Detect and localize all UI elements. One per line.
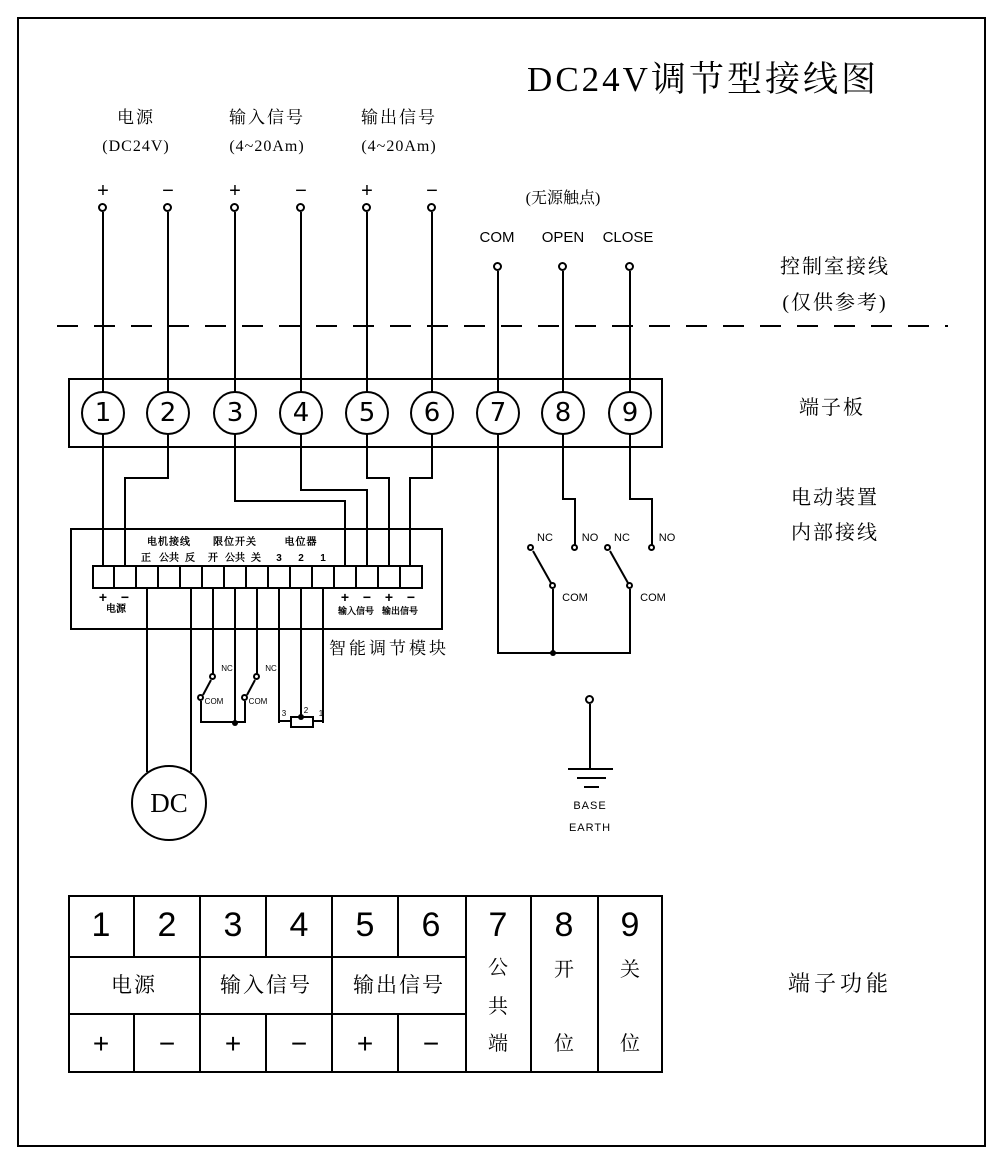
board-terminal-9: 9 xyxy=(608,391,652,435)
ground-terminal xyxy=(585,695,594,704)
table-common-char-3: 端 xyxy=(488,1033,508,1055)
table-grid-line xyxy=(68,1013,466,1015)
limit-group-label: 限位开关 xyxy=(213,537,257,548)
wire xyxy=(300,489,368,491)
table-output-group: 输出信号 xyxy=(353,973,445,997)
input-group-range: (4~20Am) xyxy=(229,138,305,155)
board-terminal-4: 4 xyxy=(279,391,323,435)
input-group-label: 输入信号 xyxy=(229,108,305,127)
strip-divider xyxy=(355,565,357,589)
table-close-char-2: 位 xyxy=(620,1033,640,1055)
table-minus: − xyxy=(158,1028,176,1059)
polarity-minus: − xyxy=(295,180,307,202)
output-minus-terminal xyxy=(427,203,436,212)
table-power-group: 电源 xyxy=(111,973,157,997)
table-grid-line xyxy=(331,895,333,1073)
power-plus-terminal xyxy=(98,203,107,212)
board-terminal-3: 3 xyxy=(213,391,257,435)
switch-a-no-label: NO xyxy=(581,532,599,544)
wire xyxy=(366,477,390,479)
switch-a-com-contact xyxy=(549,582,556,589)
board-terminal-7: 7 xyxy=(476,391,520,435)
switch-b-com-label: COM xyxy=(640,592,666,604)
table-number-8: 8 xyxy=(554,906,574,944)
strip-divider xyxy=(157,565,159,589)
module-input-label: 输入信号 xyxy=(337,606,375,616)
junction-dot xyxy=(232,720,238,726)
wire xyxy=(629,589,631,654)
pot-pin-1: 1 xyxy=(318,709,324,718)
table-grid-line xyxy=(530,895,532,1073)
table-common-char-1: 公 xyxy=(488,957,508,979)
polarity-minus: − xyxy=(162,180,174,202)
close-terminal xyxy=(625,262,634,271)
table-open-char-1: 开 xyxy=(554,959,574,981)
table-input-group: 输入信号 xyxy=(220,973,312,997)
table-grid-line xyxy=(465,895,467,1073)
power-group-range: (DC24V) xyxy=(102,138,170,155)
wire xyxy=(234,212,236,502)
strip-divider xyxy=(311,565,313,589)
ground-bar-3 xyxy=(584,786,599,788)
junction-dot xyxy=(550,650,556,656)
pin-label: 2 xyxy=(298,553,304,564)
ground-label-base: BASE xyxy=(573,800,607,812)
table-number-6: 6 xyxy=(421,906,441,944)
switch-a-nc-label: NC xyxy=(537,532,553,544)
module-output-label: 输出信号 xyxy=(381,606,419,616)
table-open-char-2: 位 xyxy=(554,1033,574,1055)
terminal-board-note: 端子板 xyxy=(799,397,865,419)
table-number-2: 2 xyxy=(157,906,177,944)
com-terminal xyxy=(493,262,502,271)
table-title: 端子功能 xyxy=(787,971,893,996)
ground-bar-1 xyxy=(568,768,613,770)
module-minus: − xyxy=(362,589,372,605)
switch-b-com-contact xyxy=(626,582,633,589)
pot-pin-3: 3 xyxy=(281,709,287,718)
table-number-9: 9 xyxy=(620,906,640,944)
pin-label: 公共 xyxy=(159,553,179,564)
diagram-title: DC24V调节型接线图 xyxy=(527,60,879,99)
motor-group-label: 电机接线 xyxy=(147,537,191,548)
strip-divider xyxy=(113,565,115,589)
switch-b-no-label: NO xyxy=(658,532,676,544)
board-terminal-5: 5 xyxy=(345,391,389,435)
table-plus: + xyxy=(224,1028,242,1059)
output-group-label: 输出信号 xyxy=(361,108,437,127)
wire xyxy=(124,477,169,479)
module-power-label: 电源 xyxy=(106,604,126,615)
table-number-1: 1 xyxy=(91,906,111,944)
ground-label-earth: EARTH xyxy=(568,822,612,834)
table-grid-line xyxy=(265,895,267,958)
wire xyxy=(409,477,433,479)
ground-bar-2 xyxy=(577,777,606,779)
wire xyxy=(244,701,246,723)
strip-divider xyxy=(333,565,335,589)
switch-b-no-contact xyxy=(648,544,655,551)
open-label: OPEN xyxy=(541,229,585,246)
table-number-3: 3 xyxy=(223,906,243,944)
polarity-minus: − xyxy=(426,180,438,202)
passive-contact-note: (无源触点) xyxy=(525,190,601,207)
limit2-com-contact xyxy=(241,694,248,701)
strip-divider xyxy=(399,565,401,589)
module-minus: − xyxy=(120,589,130,605)
limit1-com-label: COM xyxy=(204,697,224,706)
control-room-note: 控制室接线 xyxy=(780,256,890,278)
strip-divider xyxy=(135,565,137,589)
pot-pin-2: 2 xyxy=(303,706,309,715)
strip-divider xyxy=(267,565,269,589)
table-grid-line xyxy=(265,1013,267,1073)
strip-divider xyxy=(201,565,203,589)
module-plus: + xyxy=(98,589,108,605)
dc-motor-label: DC xyxy=(150,787,188,818)
wire xyxy=(497,271,499,654)
pin-label: 开 xyxy=(208,553,218,564)
switch-b-nc-label: NC xyxy=(614,532,630,544)
table-common-char-2: 共 xyxy=(488,996,508,1018)
pot-group-label: 电位器 xyxy=(284,537,318,548)
output-group-range: (4~20Am) xyxy=(361,138,437,155)
table-grid-line xyxy=(133,895,135,958)
strip-divider xyxy=(377,565,379,589)
pin-label: 反 xyxy=(185,553,195,564)
limit2-nc-contact xyxy=(253,673,260,680)
device-note-line2: 内部接线 xyxy=(791,522,879,544)
wire xyxy=(574,498,576,545)
module-minus: − xyxy=(406,589,416,605)
wire xyxy=(497,652,631,654)
output-plus-terminal xyxy=(362,203,371,212)
pin-label: 关 xyxy=(251,553,261,564)
junction-dot xyxy=(298,714,304,720)
wire xyxy=(552,589,554,654)
limit2-com-label: COM xyxy=(248,697,268,706)
board-terminal-6: 6 xyxy=(410,391,454,435)
table-plus: + xyxy=(356,1028,374,1059)
board-terminal-1: 1 xyxy=(81,391,125,435)
table-grid-line xyxy=(199,895,201,1073)
table-minus: − xyxy=(422,1028,440,1059)
table-grid-line xyxy=(68,956,466,958)
close-label: CLOSE xyxy=(602,229,654,246)
table-grid-line xyxy=(133,1013,135,1073)
power-minus-terminal xyxy=(163,203,172,212)
module-terminal-strip xyxy=(92,565,423,589)
table-number-7: 7 xyxy=(488,906,508,944)
board-terminal-8: 8 xyxy=(541,391,585,435)
board-terminal-2: 2 xyxy=(146,391,190,435)
reference-note: (仅供参考) xyxy=(782,292,888,314)
polarity-plus: + xyxy=(361,180,373,202)
device-note-line1: 电动装置 xyxy=(791,487,879,509)
table-close-char-1: 关 xyxy=(620,959,640,981)
input-plus-terminal xyxy=(230,203,239,212)
limit1-nc-contact xyxy=(209,673,216,680)
polarity-plus: + xyxy=(97,180,109,202)
com-label: COM xyxy=(479,229,515,246)
polarity-plus: + xyxy=(229,180,241,202)
switch-a-nc-contact xyxy=(527,544,534,551)
pin-label: 3 xyxy=(276,553,282,564)
table-grid-line xyxy=(597,895,599,1073)
strip-divider xyxy=(179,565,181,589)
limit1-nc-label: NC xyxy=(221,664,233,673)
wire xyxy=(629,498,653,500)
wire xyxy=(200,701,202,723)
switch-a-com-label: COM xyxy=(562,592,588,604)
strip-divider xyxy=(245,565,247,589)
wire xyxy=(300,212,302,491)
pin-label: 正 xyxy=(141,553,151,564)
switch-a-no-contact xyxy=(571,544,578,551)
table-plus: + xyxy=(92,1028,110,1059)
limit1-com-contact xyxy=(197,694,204,701)
strip-divider xyxy=(223,565,225,589)
pin-label: 公共 xyxy=(225,553,245,564)
table-grid-line xyxy=(397,1013,399,1073)
open-terminal xyxy=(558,262,567,271)
module-plus: + xyxy=(384,589,394,605)
module-name: 智能调节模块 xyxy=(329,639,449,658)
input-minus-terminal xyxy=(296,203,305,212)
table-number-5: 5 xyxy=(355,906,375,944)
table-minus: − xyxy=(290,1028,308,1059)
dc-motor xyxy=(131,765,207,841)
control-room-boundary-dashed-line xyxy=(57,325,948,327)
ground-wire xyxy=(589,704,591,770)
power-group-label: 电源 xyxy=(117,108,155,127)
limit2-nc-label: NC xyxy=(265,664,277,673)
strip-divider xyxy=(289,565,291,589)
table-grid-line xyxy=(397,895,399,958)
table-number-4: 4 xyxy=(289,906,309,944)
wire xyxy=(234,500,346,502)
pin-label: 1 xyxy=(320,553,326,564)
switch-b-nc-contact xyxy=(604,544,611,551)
wire xyxy=(651,498,653,545)
module-plus: + xyxy=(340,589,350,605)
wire xyxy=(200,721,246,723)
